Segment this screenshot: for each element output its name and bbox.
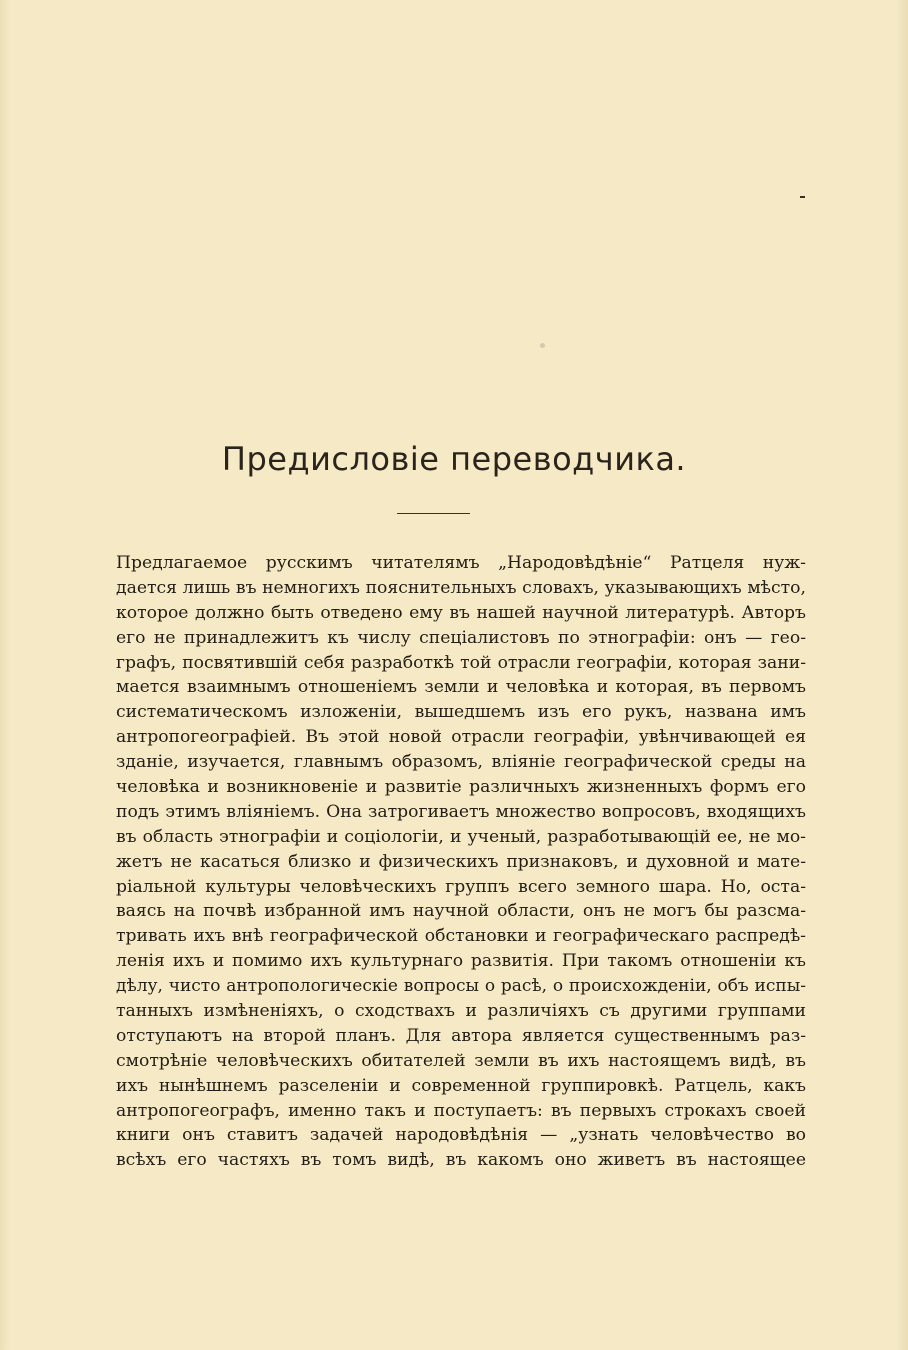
text-line: ваясь на почвѣ избранной имъ научной области, онъ не могъ бы разсма- (116, 901, 806, 922)
text-line: дается лишь въ немногихъ пояснительныхъ словахъ, указывающихъ мѣсто, (116, 577, 806, 598)
text-line: Предлагаемое русскимъ читателямъ „Народовѣдѣніе“ Ратцеля нуж- (116, 553, 806, 573)
text-line: книги онъ ставитъ задачей народовѣдѣнія — „узнать человѣчество во (116, 1125, 806, 1146)
text-line: ріальной культуры человѣческихъ группъ всего земного шара. Но, оста- (116, 876, 806, 897)
text-line: смотрѣніе человѣческихъ обитателей земли въ ихъ настоящемъ видѣ, въ (116, 1050, 806, 1071)
margin-mark (800, 196, 805, 198)
preface-body (116, 551, 806, 1173)
text-line: мается взаимнымъ отношеніемъ земли и человѣка и которая, въ первомъ (116, 677, 806, 698)
page-left-shadow (0, 0, 10, 1350)
ink-smudge (540, 343, 545, 348)
page-right-shadow (896, 0, 908, 1350)
text-line: зданіе, изучается, главнымъ образомъ, вліяніе географической среды на (116, 752, 806, 773)
text-line: антропогеографіей. Въ этой новой отрасли географіи, увѣнчивающей ея (116, 727, 806, 748)
text-line: тривать ихъ внѣ географической обстановки и географическаго распредѣ- (116, 926, 806, 947)
text-line: ихъ нынѣшнемъ разселеніи и современной группировкѣ. Ратцель, какъ (116, 1075, 806, 1096)
text-line: жетъ не касаться близко и физическихъ признаковъ, и духовной и мате- (116, 851, 806, 872)
text-line: систематическомъ изложеніи, вышедшемъ изъ его рукъ, названа имъ (116, 702, 806, 723)
text-line: которое должно быть отведено ему въ нашей научной литературѣ. Авторъ (116, 602, 806, 623)
text-line: отступаютъ на второй планъ. Для автора является существеннымъ раз- (116, 1025, 806, 1046)
text-line: его не принадлежитъ къ числу спеціалистовъ по этнографіи: онъ — гео- (116, 627, 806, 648)
text-line: танныхъ измѣненіяхъ, о сходствахъ и различіяхъ съ другими группами (116, 1001, 806, 1022)
text-line: всѣхъ его частяхъ въ томъ видѣ, въ какомъ оно живетъ въ настоящее (116, 1150, 806, 1171)
text-line: въ область этнографіи и соціологіи, и ученый, разработывающій ее, не мо- (116, 826, 806, 847)
text-line: человѣка и возникновеніе и развитіе различныхъ жизненныхъ формъ его (116, 777, 806, 798)
text-line: подъ этимъ вліяніемъ. Она затрогиваетъ множество вопросовъ, входящихъ (116, 801, 806, 822)
text-line: ленія ихъ и помимо ихъ культурнаго развитія. При такомъ отношеніи къ (116, 951, 806, 972)
page-title: Предисловіе переводчика. (221, 440, 687, 478)
text-line: графъ, посвятившій себя разработкѣ той отрасли географіи, которая зани- (116, 652, 806, 673)
text-line: антропогеографъ, именно такъ и поступаетъ: въ первыхъ строкахъ своей (116, 1100, 806, 1121)
title-divider (397, 513, 470, 514)
text-line: дѣлу, чисто антропологическіе вопросы о расѣ, о происхожденіи, объ испы- (116, 976, 806, 997)
